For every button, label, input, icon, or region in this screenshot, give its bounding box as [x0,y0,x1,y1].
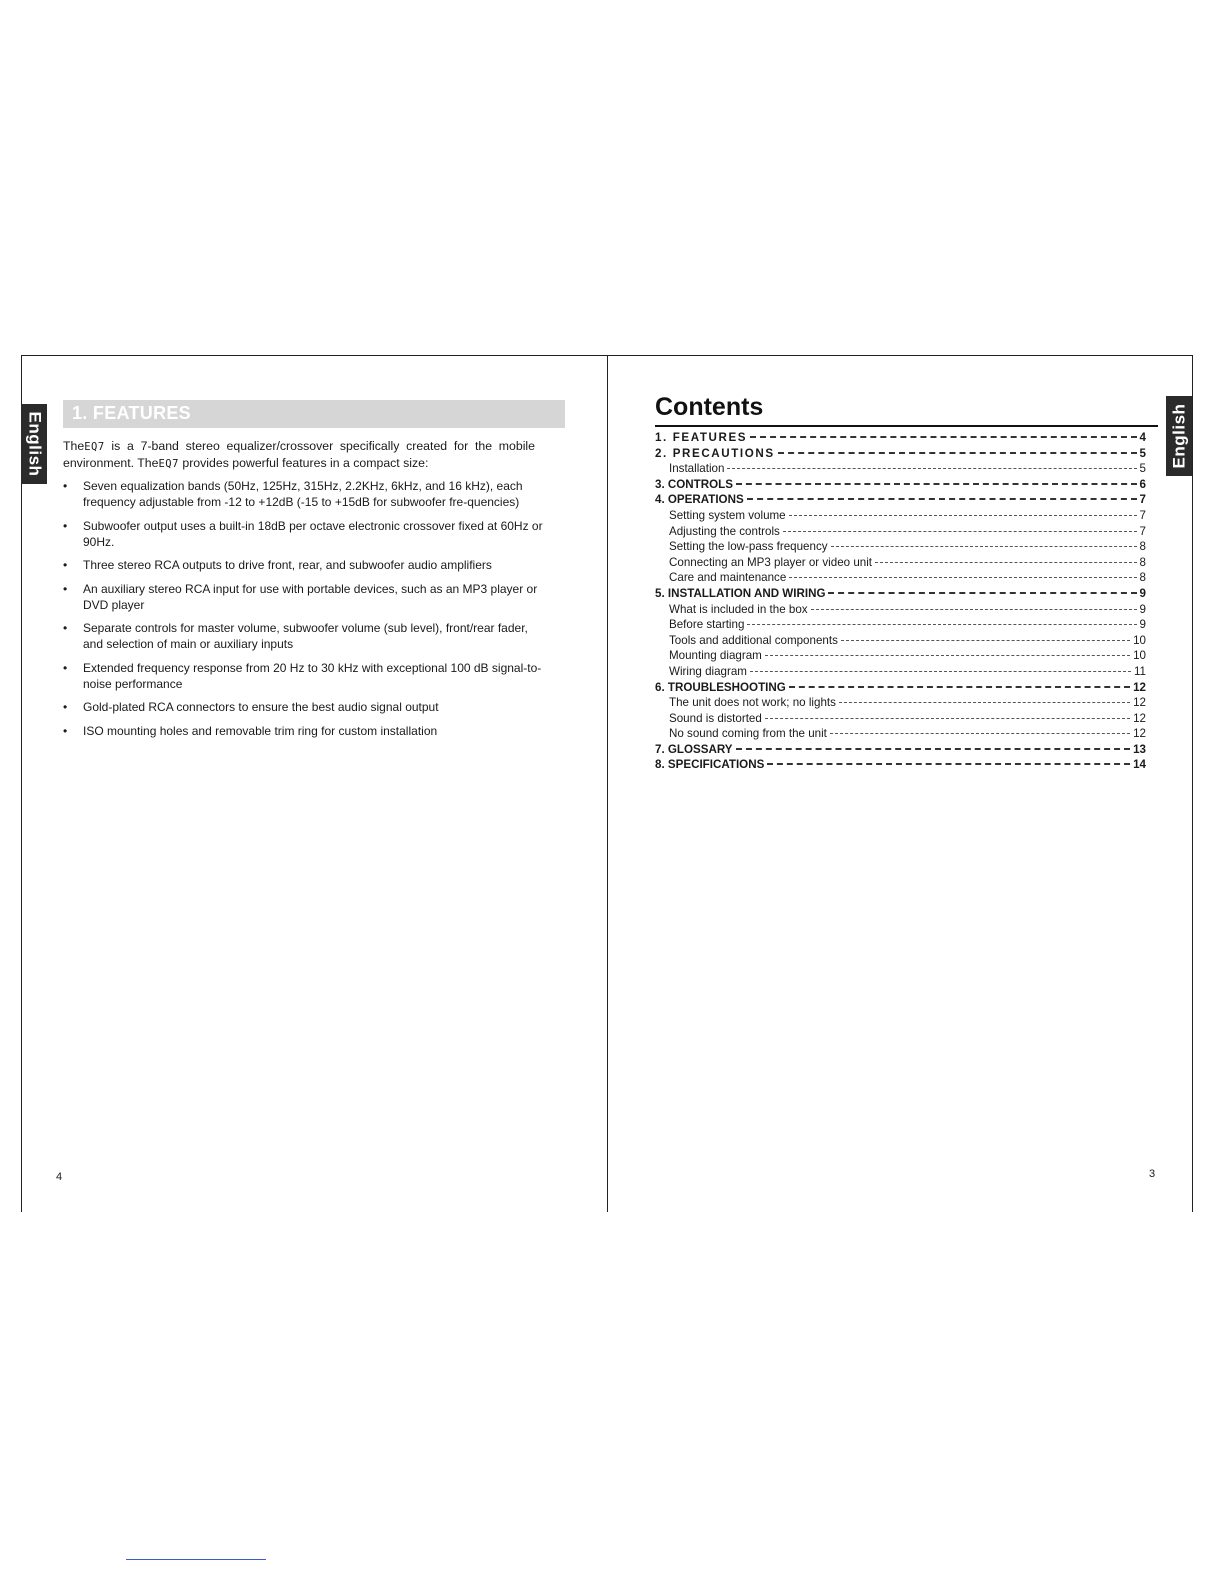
toc-entry-label: 4. OPERATIONS [655,493,744,507]
toc-entry-label: 6. TROUBLESHOOTING [655,680,786,694]
feature-text: Seven equalization bands (50Hz, 125Hz, 315Hz, 2.2KHz, 6kHz, and 16 kHz), each frequency adjustable from -12 to +12dB (-15 to +15dB for subwoofer fre-quencies) [83,479,523,509]
toc-leader-dots [727,468,1136,469]
toc-entry[interactable] [655,695,1146,711]
feature-text: An auxiliary stereo RCA input for use with portable devices, such as an MP3 player or DVD player [83,581,538,612]
toc-entry-page: 8 [1139,555,1146,569]
toc-entry[interactable] [655,664,1146,680]
model-name: EQ7 [84,441,105,453]
language-tab-left-label: English [25,411,44,477]
toc-leader-dots [789,515,1137,516]
feature-item [63,581,543,613]
toc-entry-label: What is included in the box [669,602,808,616]
toc-entry[interactable] [655,430,1146,446]
bullet-icon: • [63,479,68,493]
toc-leader-dots [736,748,1131,750]
feature-text: ISO mounting holes and removable trim ring for custom installation [83,723,438,738]
toc-leader-dots [765,718,1130,719]
toc-leader-dots [828,592,1136,594]
features-heading: 1. FEATURES [72,403,191,423]
feature-item [63,478,543,510]
toc-entry[interactable] [655,633,1146,649]
toc-entry-label: The unit does not work; no lights [669,696,836,710]
features-list [63,478,543,746]
toc-leader-dots [736,483,1137,485]
page-number-left: 4 [56,1171,63,1183]
toc-entry[interactable] [655,555,1146,571]
toc-entry-page: 4 [1139,431,1146,444]
toc-entry-label: Setting the low-pass frequency [669,540,828,554]
toc-entry-page: 9 [1139,618,1146,632]
contents-title: Contents [655,393,764,421]
intro-text-1: The [63,439,85,453]
toc-leader-dots [747,624,1136,625]
toc-leader-dots [789,686,1130,688]
toc-leader-dots [783,531,1137,532]
toc-entry-page: 13 [1133,742,1146,756]
toc-entry-label: Installation [669,462,725,476]
toc-entry-label: Sound is distorted [669,711,762,725]
toc-entry[interactable] [655,586,1146,602]
bullet-icon: • [63,723,68,738]
toc-entry[interactable] [655,570,1146,586]
toc-entry-label: 8. SPECIFICATIONS [655,758,765,772]
toc-entry-page: 9 [1139,602,1146,616]
language-tab-right-label: English [1169,403,1188,469]
features-section-header [63,400,565,428]
toc-entry-page: 5 [1139,446,1146,460]
toc-entry-page: 9 [1139,586,1146,600]
toc-leader-dots [841,640,1130,641]
toc-entry[interactable] [655,648,1146,664]
toc-entry-label: 5. INSTALLATION AND WIRING [655,586,826,600]
toc-entry[interactable] [655,446,1146,462]
toc-entry-page: 12 [1133,727,1146,741]
toc-entry[interactable] [655,711,1146,727]
feature-item [63,660,543,692]
toc-entry[interactable] [655,726,1146,742]
feature-text: Three stereo RCA outputs to drive front, rear, and subwoofer audio amplifiers [83,558,492,572]
features-intro-paragraph [63,438,535,472]
language-tab-right [1166,396,1192,476]
toc-entry[interactable] [655,539,1146,555]
toc-leader-dots [839,702,1130,703]
toc-leader-dots [789,577,1136,578]
toc-entry[interactable] [655,617,1146,633]
toc-entry-page: 10 [1133,649,1146,663]
toc-entry-page: 11 [1133,664,1146,678]
page-frame-right [1192,355,1193,1212]
model-name: EQ7 [158,458,179,470]
toc-entry[interactable] [655,602,1146,618]
toc-leader-dots [830,733,1130,734]
page-spread-divider [607,355,608,1212]
feature-item [63,518,543,550]
feature-text: Gold-plated RCA connectors to ensure the best audio signal output [83,700,439,714]
toc-entry-label: Adjusting the controls [669,524,780,538]
toc-entry[interactable] [655,492,1146,508]
contents-title-rule [655,425,1158,427]
toc-entry[interactable] [655,742,1146,758]
toc-entry-label: 2. PRECAUTIONS [655,446,775,460]
toc-entry-page: 12 [1133,680,1146,694]
toc-entry-label: Tools and additional components [669,633,838,647]
toc-entry-page: 10 [1133,633,1146,647]
toc-entry[interactable] [655,477,1146,493]
toc-entry[interactable] [655,680,1146,696]
bullet-icon: • [63,581,68,596]
toc-leader-dots [750,436,1136,438]
feature-item [63,723,543,739]
toc-entry-label: Connecting an MP3 player or video unit [669,555,873,569]
toc-entry-page: 6 [1139,477,1146,491]
page-number-right: 3 [1149,1168,1156,1180]
toc-entry-label: Mounting diagram [669,649,762,663]
feature-text: Extended frequency response from 20 Hz to 30 kHz with exceptional 100 dB signal-to-noise performance [83,660,542,691]
toc-entry[interactable] [655,757,1146,773]
toc-entry-page: 8 [1139,540,1146,554]
toc-entry-label: Care and maintenance [669,571,787,585]
toc-entry-page: 14 [1133,758,1146,772]
toc-leader-dots [875,562,1137,563]
bullet-icon: • [63,558,68,572]
toc-entry-page: 5 [1139,462,1146,476]
feature-item [63,699,543,715]
bullet-icon: • [63,621,68,635]
toc-entry-label: Before starting [669,618,745,632]
toc-leader-dots [778,452,1137,454]
toc-leader-dots [747,498,1137,500]
toc-leader-dots [767,763,1130,765]
toc-entry-label: 1. FEATURES [655,431,748,444]
feature-item [63,557,543,573]
toc-leader-dots [765,655,1130,656]
toc-entry-page: 12 [1133,711,1146,725]
toc-leader-dots [811,609,1137,610]
toc-entry[interactable] [655,524,1146,540]
toc-entry-page: 7 [1139,493,1146,507]
bullet-icon: • [63,518,68,533]
toc-entry[interactable] [655,508,1146,524]
feature-item [63,620,543,652]
intro-text-2: is a 7-band stereo equalizer/crossover specifically created for the mobile environment. The [63,439,535,470]
toc-entry-page: 7 [1139,524,1146,538]
bullet-icon: • [63,660,68,675]
toc-leader-dots [831,546,1137,547]
feature-text: Separate controls for master volume, subwoofer volume (sub level), front/rear fader, and selection of main or auxiliary inputs [83,621,528,651]
table-of-contents [655,430,1146,773]
toc-entry-label: 3. CONTROLS [655,477,733,491]
bottom-link-underline [126,1559,266,1560]
toc-entry-page: 7 [1139,508,1146,522]
toc-entry-label: Wiring diagram [669,664,747,678]
bullet-icon: • [63,700,68,714]
toc-entry-label: No sound coming from the unit [669,727,827,741]
toc-entry[interactable] [655,461,1146,477]
toc-entry-page: 12 [1133,696,1146,710]
language-tab-left [21,404,47,484]
feature-text: Subwoofer output uses a built-in 18dB per octave electronic crossover fixed at 60Hz or 90Hz. [83,518,543,549]
toc-entry-page: 8 [1139,571,1146,585]
toc-leader-dots [750,671,1131,672]
toc-entry-label: Setting system volume [669,508,786,522]
toc-entry-label: 7. GLOSSARY [655,742,733,756]
intro-text-3: provides powerful features in a compact size: [178,456,429,470]
